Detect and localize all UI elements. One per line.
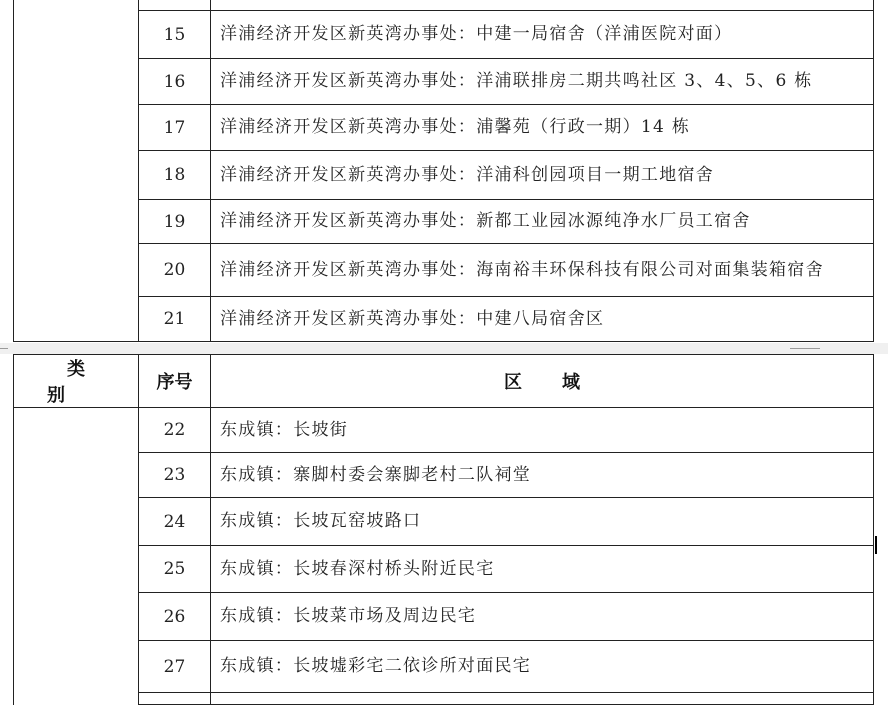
table-row	[14, 105, 874, 151]
table-row	[14, 641, 874, 693]
serial-number: 23	[139, 453, 211, 498]
table-row	[14, 593, 874, 641]
table-row	[14, 200, 874, 244]
serial-number: 22	[139, 408, 211, 453]
area-text: 洋浦经济开发区新英湾办事处：新都工业园冰源纯净水厂员工宿舍	[211, 200, 874, 244]
category-cell	[14, 105, 139, 151]
table-row	[14, 244, 874, 297]
category-cell	[14, 11, 139, 59]
serial-number: 27	[139, 641, 211, 693]
serial-number: 20	[139, 244, 211, 297]
area-text: 东成镇：长坡菜市场及周边民宅	[211, 593, 874, 641]
table-header-row	[14, 355, 874, 408]
serial-number: 25	[139, 546, 211, 593]
table-row	[14, 151, 874, 200]
area-text: 东成镇：寨脚村委会寨脚老村二队祠堂	[211, 453, 874, 498]
category-cell	[14, 641, 139, 693]
page-corner-mark	[790, 348, 820, 349]
table-row	[14, 11, 874, 59]
serial-number: 16	[139, 59, 211, 105]
area-text: 洋浦经济开发区新英湾办事处：洋浦联排房二期共鸣社区 3、4、5、6 栋	[211, 59, 874, 105]
header-serial: 序号	[139, 355, 211, 408]
category-cell	[14, 151, 139, 200]
category-cell	[14, 593, 139, 641]
serial-number: 19	[139, 200, 211, 244]
area-text: 东成镇：长坡墟彩宅二依诊所对面民宅	[211, 641, 874, 693]
category-cell	[14, 693, 139, 705]
table-row	[14, 498, 874, 546]
area-text: 洋浦经济开发区新英湾办事处：浦馨苑（行政一期）14 栋	[211, 105, 874, 151]
category-cell	[14, 453, 139, 498]
area-text: 东成镇：长坡瓦窑坡路口	[211, 498, 874, 546]
table-top	[13, 0, 874, 342]
table-row	[14, 693, 874, 705]
table-row	[14, 408, 874, 453]
category-cell	[14, 200, 139, 244]
serial-cell	[139, 693, 211, 705]
serial-number: 17	[139, 105, 211, 151]
table-row	[14, 0, 874, 11]
area-text: 东成镇：长坡春深村桥头附近民宅	[211, 546, 874, 593]
serial-number: 18	[139, 151, 211, 200]
serial-number: 21	[139, 297, 211, 342]
serial-cell	[139, 0, 211, 11]
table-row	[14, 453, 874, 498]
table-row	[14, 59, 874, 105]
category-cell	[14, 408, 139, 453]
area-text: 洋浦经济开发区新英湾办事处：中建八局宿舍区	[211, 297, 874, 342]
category-cell	[14, 546, 139, 593]
table-row	[14, 546, 874, 593]
table-bottom	[13, 354, 874, 705]
serial-number: 26	[139, 593, 211, 641]
serial-number: 24	[139, 498, 211, 546]
area-text: 洋浦经济开发区新英湾办事处：海南裕丰环保科技有限公司对面集装箱宿舍	[211, 244, 874, 297]
area-text: 洋浦经济开发区新英湾办事处：洋浦科创园项目一期工地宿舍	[211, 151, 874, 200]
category-cell	[14, 59, 139, 105]
category-cell	[14, 244, 139, 297]
area-text: 洋浦经济开发区新英湾办事处：中建一局宿舍（洋浦医院对面）	[211, 11, 874, 59]
table-row	[14, 297, 874, 342]
header-category: 类别	[14, 355, 139, 408]
header-area: 区域	[211, 355, 874, 408]
page-corner-mark	[0, 348, 8, 349]
text-cursor	[875, 536, 877, 554]
area-text: 东成镇：长坡街	[211, 408, 874, 453]
serial-number: 15	[139, 11, 211, 59]
area-cell	[211, 0, 874, 11]
page-break	[0, 343, 888, 354]
category-cell	[14, 297, 139, 342]
category-cell	[14, 498, 139, 546]
category-cell	[14, 0, 139, 11]
area-cell	[211, 693, 874, 705]
